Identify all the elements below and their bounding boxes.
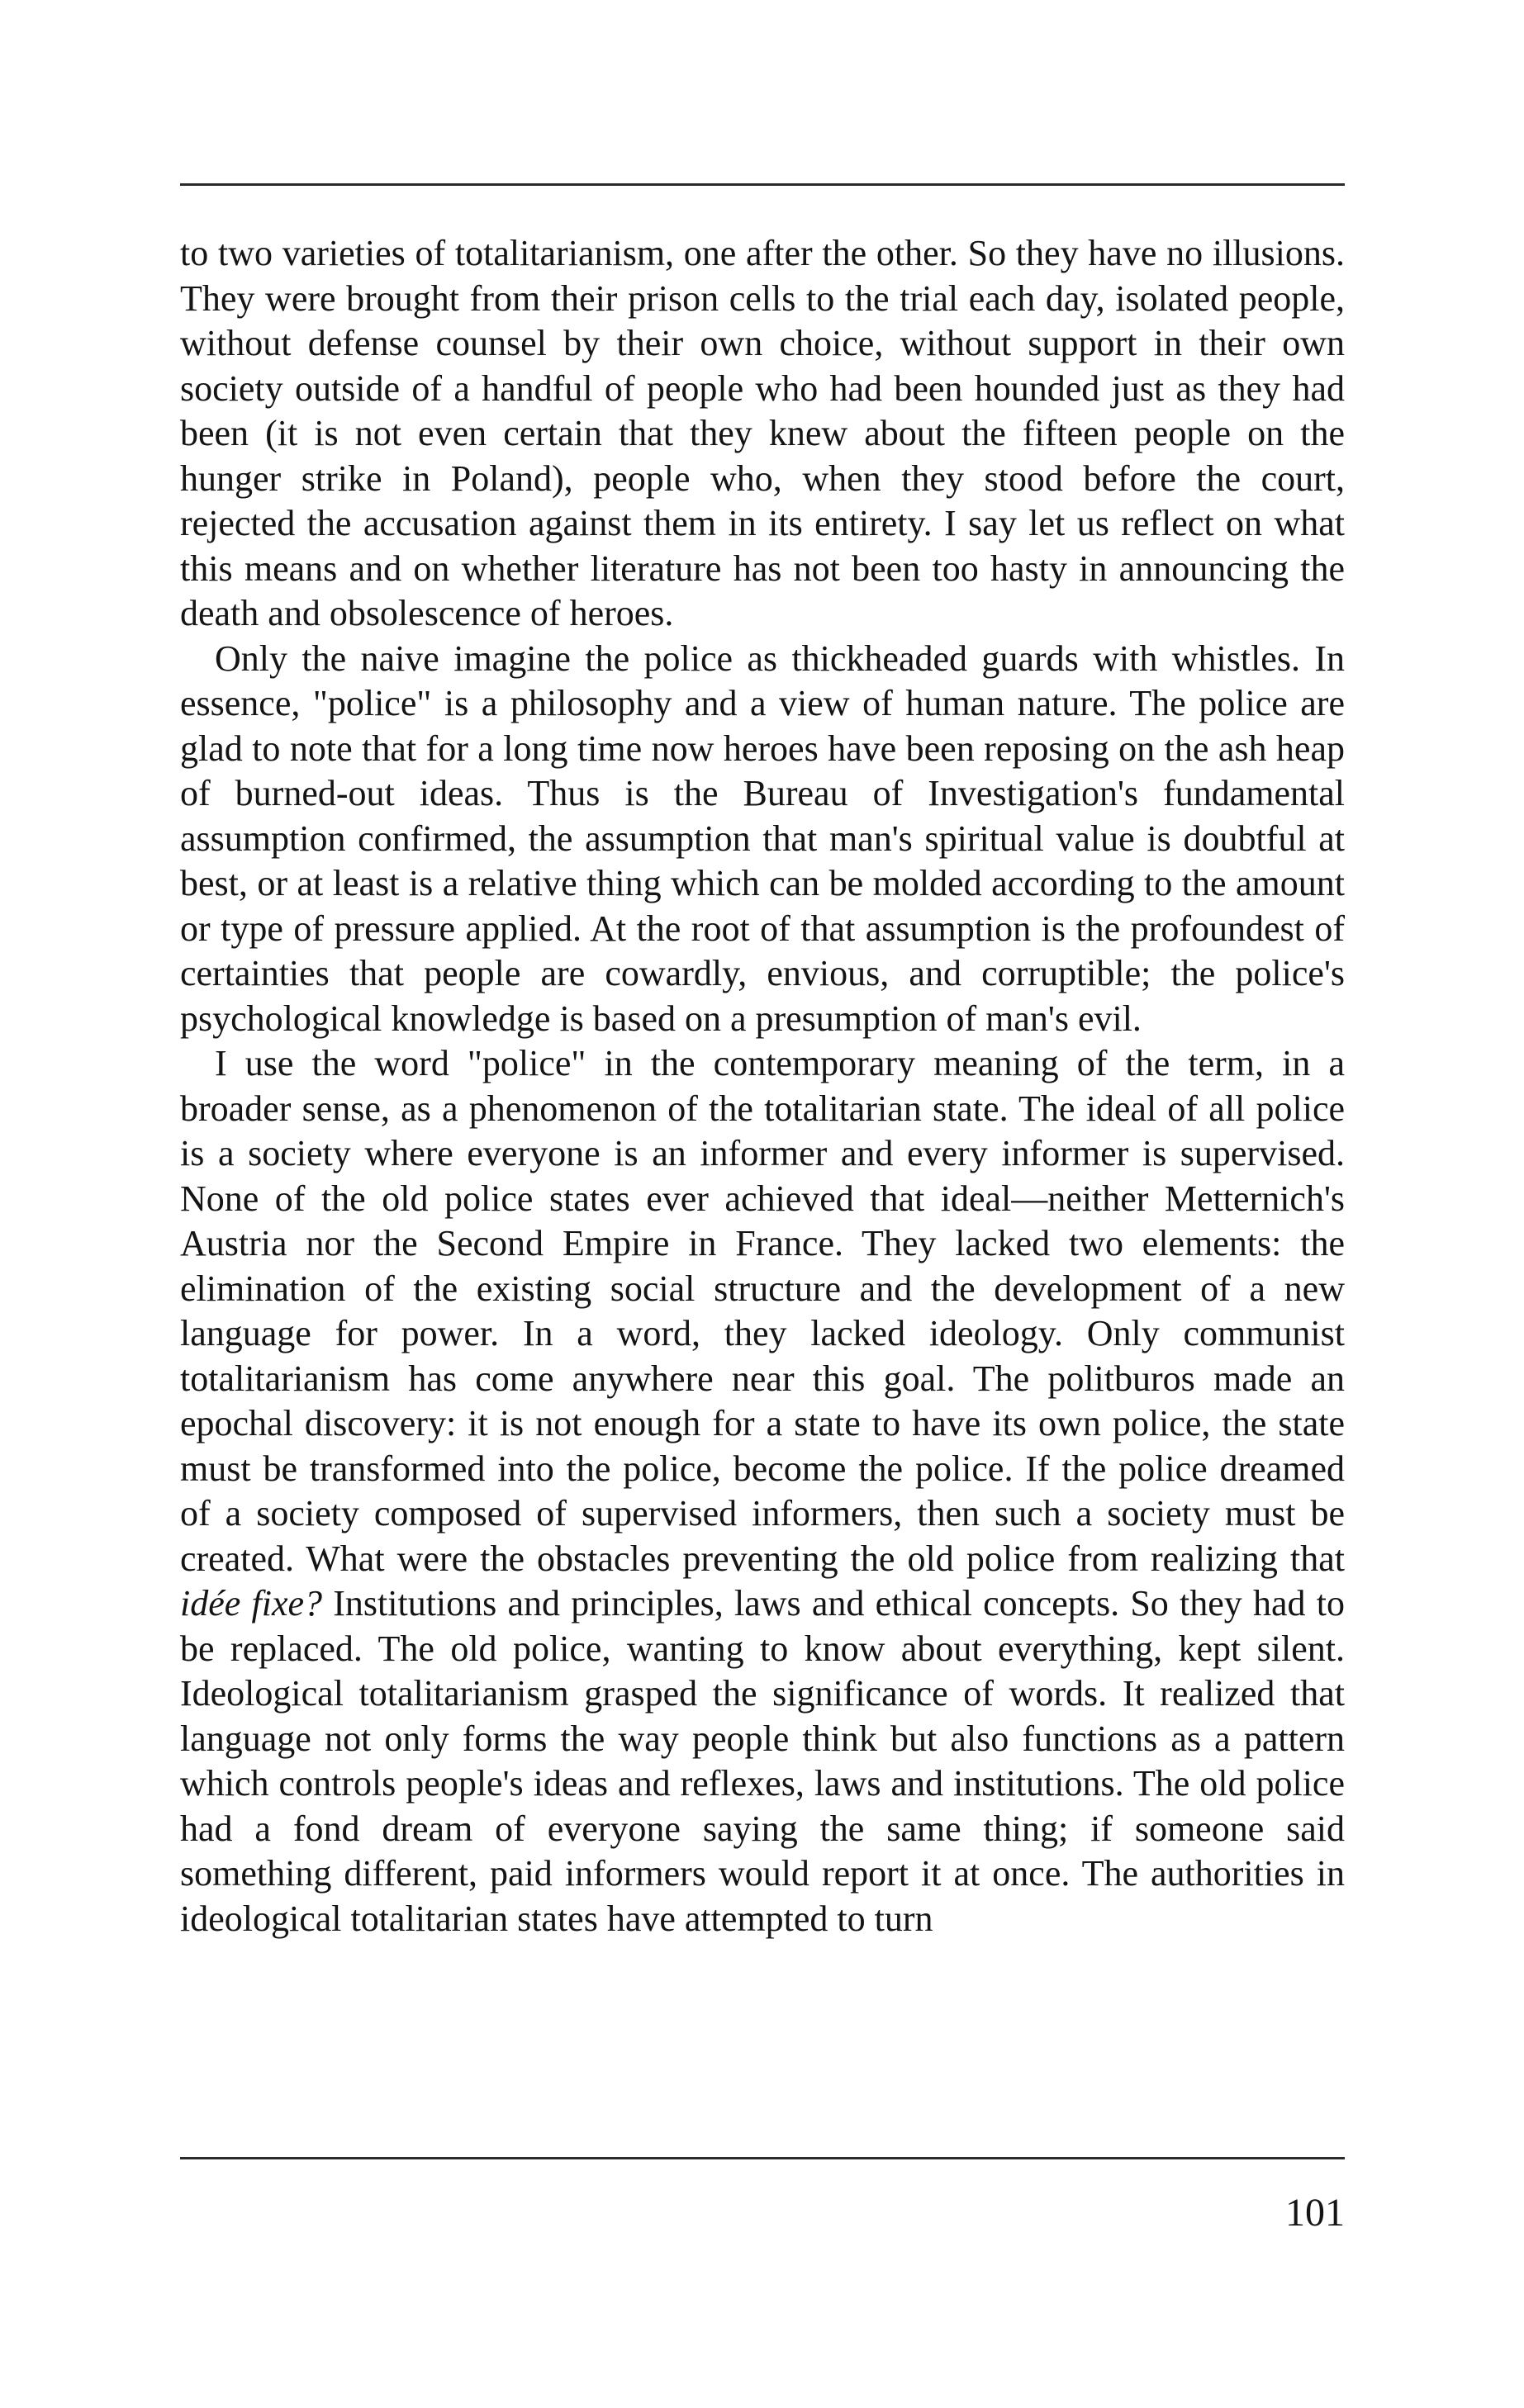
top-rule (180, 183, 1345, 186)
paragraph-2-text: Only the naive imagine the police as thickheaded guards with whistles. In essence, "police" is a philosophy and a view of human nature. The police are glad to note that for a long time now heroes have been reposing on the ash heap of burned-out ideas. Thus is the Bureau of Investigation's fundamental assumption confirmed, the assumption that man's spiritual value is doubtful at best, or at least is a relative thing which can be molded according to the amount or type of pressure applied. At the root of that assumption is the profoundest of certainties that people are cowardly, envious, and corruptible; the police's psychological knowledge is based on a presumption of man's evil. (180, 638, 1345, 1039)
paragraph-3-italic-phrase: idée fixe? (180, 1583, 323, 1624)
paragraph-3 (180, 1041, 1345, 1941)
paragraph-1-text: to two varieties of totalitarianism, one after the other. So they have no illusions. They were brought from their prison cells to the trial each day, isolated people, without defense counsel by their own choice, without support in their own society outside of a handful of people who had been hounded just as they had been (it is not even certain that they knew about the fifteen people on the hunger strike in Poland), people who, when they stood before the court, rejected the accusation against them in its entirety. I say let us reflect on what this means and on whether literature has not been too hasty in announcing the death and obsolescence of heroes. (180, 233, 1345, 633)
page-number: 101 (1285, 2191, 1345, 2235)
bottom-rule (180, 2157, 1345, 2159)
paragraph-3-text-start: I use the word "police" in the contemporary meaning of the term, in a broader sense, as a phenomenon of the totalitarian state. The ideal of all police is a society where everyone is an informer and every informer is supervised. None of the old police states ever achieved that ideal—neither Metternich's Austria nor the Second Empire in France. They lacked two elements: the elimination of the existing social structure and the development of a new language for power. In a word, they lacked ideology. Only communist totalitarianism has come anywhere near this goal. The politburos made an epochal discovery: it is not enough for a state to have its own police, the state must be transformed into the police, become the police. If the police dreamed of a society composed of supervised informers, then such a society must be created. What were the obstacles preventing the old police from realizing that (180, 1043, 1345, 1579)
paragraph-2 (180, 637, 1345, 1042)
paragraph-1 (180, 231, 1345, 637)
body-text (180, 231, 1345, 1941)
paragraph-3-text-end: Institutions and principles, laws and ethical concepts. So they had to be replaced. The old police, wanting to know about everything, kept silent. Ideological totalitarianism grasped the significance of words. It realized that language not only forms the way people think but also functions as a pattern which controls people's ideas and reflexes, laws and institutions. The old police had a fond dream of everyone saying the same thing; if someone said something different, paid informers would report it at once. The authorities in ideological totalitarian states have attempted to turn (180, 1583, 1345, 1939)
